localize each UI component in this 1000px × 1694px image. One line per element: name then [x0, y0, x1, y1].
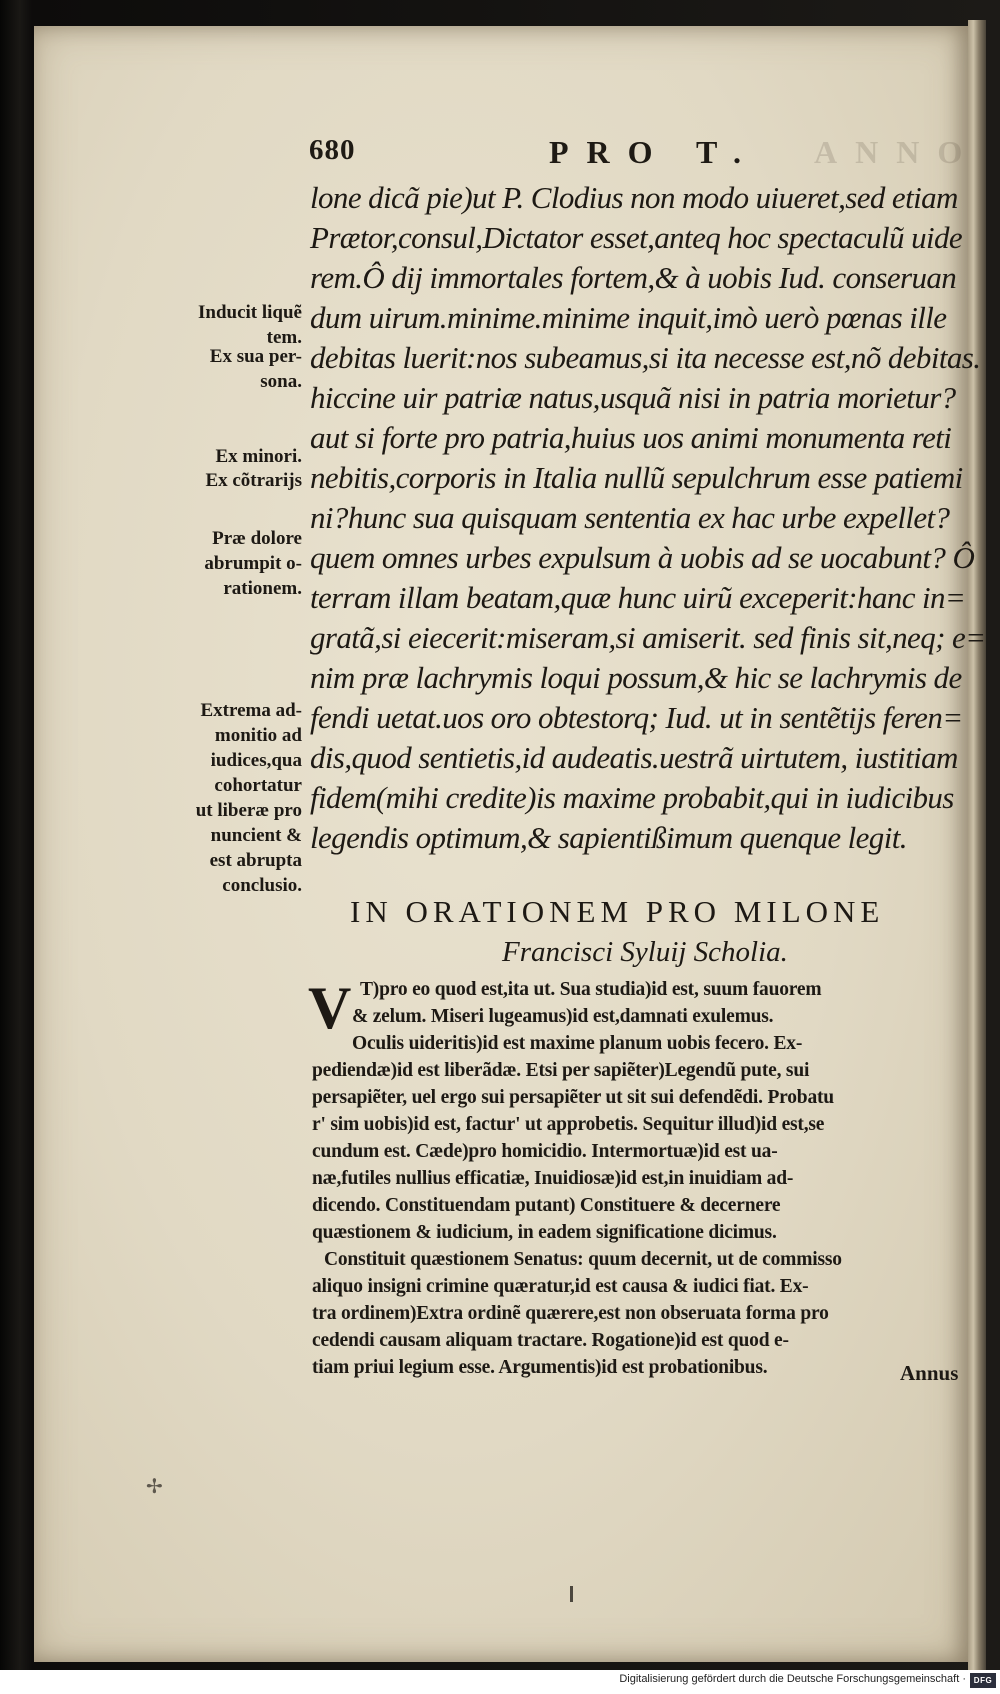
commentary-line: persapiẽter, uel ergo sui persapiẽter ut sit sui defendẽdi. Probatu — [312, 1087, 834, 1108]
footer-bar — [0, 1670, 1000, 1694]
commentary-line: cedendi causam aliquam tractare. Rogatione)id est quod e- — [312, 1330, 789, 1351]
commentary-line: dicendo. Constituendam putant) Constituere & decernere — [312, 1195, 781, 1216]
book-page — [34, 26, 986, 1662]
main-text-block — [310, 178, 990, 858]
main-text-line: ni?hunc sua quisquam sententia ex hac urbe expellet? — [310, 500, 950, 535]
main-text-line: nebitis,corporis in Italia nullũ sepulchrum esse patiemi — [310, 460, 963, 495]
running-head: PRO T. — [549, 134, 759, 170]
commentary-line: Oculis uideritis)id est maxime planum uobis fecero. Ex- — [352, 1033, 803, 1054]
main-text-line: dum uirum.minime.minime inquit,imò uerò pœnas ille — [310, 300, 947, 335]
main-text-line: dis,quod sentietis,id audeatis.uestrã uirtutem, iustitiam — [310, 740, 958, 775]
bleed-through-text: ANNO — [814, 134, 981, 170]
commentary-line: & zelum. Miseri lugeamus)id est,damnati exulemus. — [352, 1006, 774, 1027]
main-text-line: hiccine uir patriæ natus,usquã nisi in patria morietur? — [310, 380, 956, 415]
ink-mark — [570, 1586, 573, 1602]
section-subtitle: Francisci Syluij Scholia. — [502, 936, 788, 968]
margin-note: Ex sua per- sona. — [209, 346, 302, 392]
catchword: Annus — [900, 1361, 959, 1385]
ink-mark: ✢ — [146, 1476, 163, 1498]
main-text-line: debitas luerit:nos subeamus,si ita necesse est,nõ debitas. — [310, 340, 981, 375]
main-text-line: quem omnes urbes expulsum à uobis ad se uocabunt? Ô — [310, 540, 975, 575]
margin-note: Inducit liquẽ tem. — [197, 302, 302, 348]
commentary-line: Constituit quæstionem Senatus: quum decernit, ut de commisso — [324, 1249, 842, 1270]
main-text-line: legendis optimum,& sapientißimum quenque legit. — [310, 820, 907, 855]
dfg-logo-icon: DFG — [970, 1673, 996, 1688]
margin-note: Extrema ad- monitio ad iudices,qua cohortatur ut liberæ pro nuncient & est abrupta conclusio. — [195, 700, 302, 896]
section-title: IN ORATIONEM PRO MILONE — [350, 894, 885, 929]
commentary-line: cundum est. Cæde)pro homicidio. Intermortuæ)id est ua- — [312, 1141, 778, 1162]
commentary-line: T)pro eo quod est,ita ut. Sua studia)id est, suum fauorem — [360, 979, 822, 1000]
main-text-line: aut si forte pro patria,huius uos animi monumenta reti — [310, 420, 952, 455]
main-text-line: nim præ lachrymis loqui possum,& hic se lachrymis de — [310, 660, 962, 695]
main-text-line: fidem(mihi credite)is maxime probabit,qui in iudicibus — [310, 780, 954, 815]
commentary-line: tiam priui legium esse. Argumentis)id est probationibus. — [312, 1357, 768, 1378]
main-text-line: terram illam beatam,quæ hunc uirũ exceperit:hanc in= — [310, 580, 966, 615]
page-header — [34, 134, 981, 174]
main-text-line: gratã,si eiecerit:miseram,si amiserit. sed finis sit,neq; e= — [310, 620, 986, 655]
main-text-line: rem.Ô dij immortales fortem,& à uobis Iud. conseruan — [310, 260, 957, 295]
drop-cap: V — [308, 975, 352, 1041]
margin-note: Ex cõtrarijs — [205, 470, 302, 491]
footer-credit: Digitalisierung gefördert durch die Deutsche Forschungsgemeinschaft · — [619, 1673, 966, 1685]
commentary-line: r' sim uobis)id est, factur' ut approbetis. Sequitur illud)id est,se — [312, 1114, 825, 1135]
commentary-line: quæstionem & iudicium, in eadem significatione dicimus. — [312, 1222, 777, 1243]
commentary-line: pediendæ)id est liberãdæ. Etsi per sapiẽter)Legendũ pute, sui — [312, 1060, 810, 1081]
commentary-line: næ,futiles nullius efficatiæ, Inuidiosæ)id est,in inuidiam ad- — [312, 1168, 794, 1189]
main-text-line: Prætor,consul,Dictator esset,anteq hoc spectaculũ uide — [310, 220, 963, 255]
main-text-line: lone dicã pie)ut P. Clodius non modo uiueret,sed etiam — [310, 180, 958, 215]
margin-note: Præ dolore abrumpit o- rationem. — [204, 528, 302, 599]
main-text-line: fendi uetat.uos oro obtestorq; Iud. ut in sentẽtijs feren= — [310, 700, 963, 735]
commentary-line: tra ordinem)Extra ordinẽ quærere,est non obseruata forma pro — [312, 1303, 829, 1324]
page-number: 680 — [309, 134, 356, 166]
margin-note: Ex minori. — [215, 446, 302, 467]
commentary-line: aliquo insigni crimine quæratur,id est causa & iudici fiat. Ex- — [312, 1276, 809, 1297]
